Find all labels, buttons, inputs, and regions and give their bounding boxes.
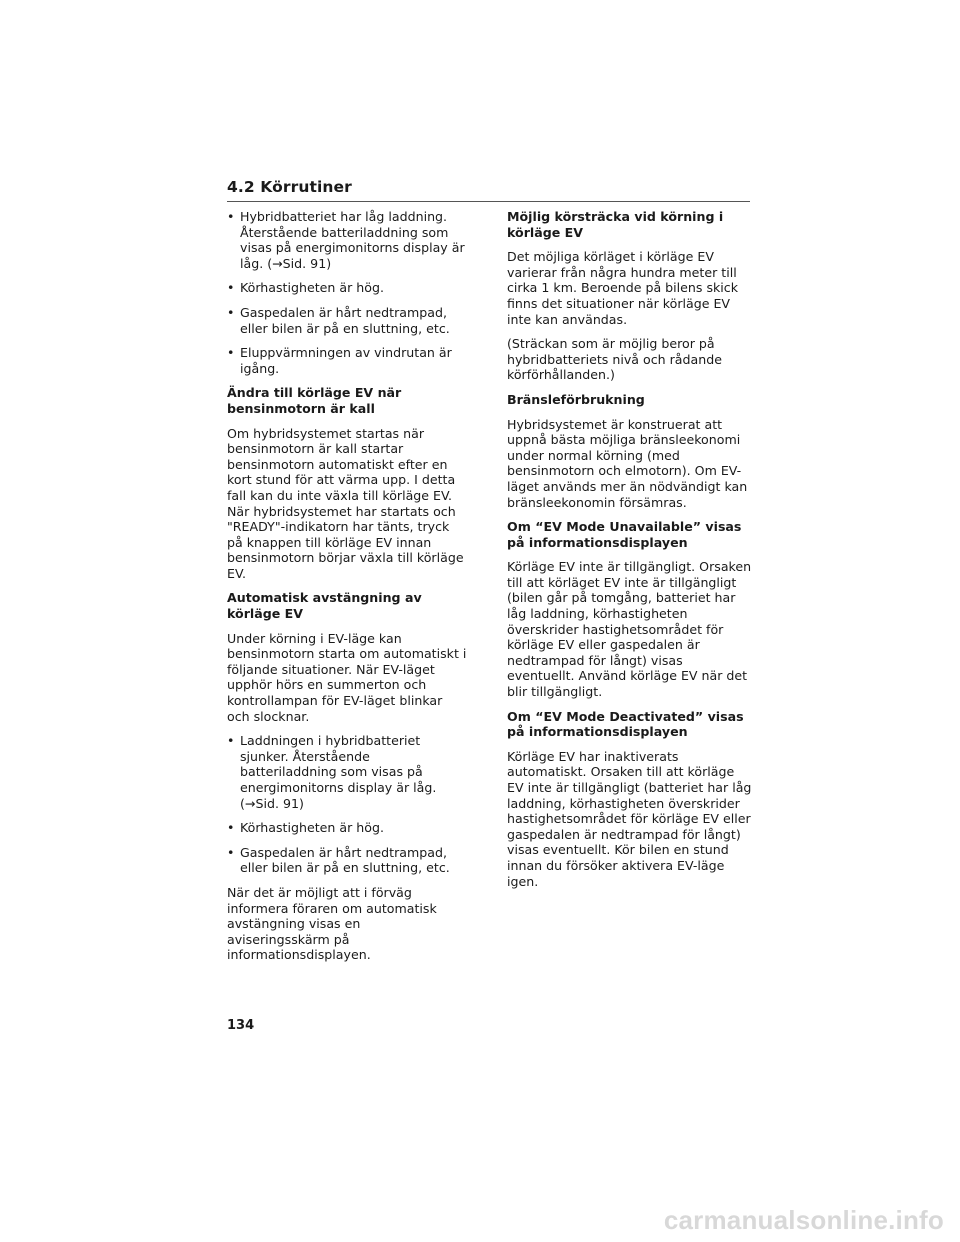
paragraph-fuel-consumption: Hybridsystemet är konstruerat att uppnå bästa möjliga bränsleekonomi under normal körning (med bensinmotorn och elmotorn). Om EV-läget används mer än nödvändigt kan bränsleekonomin försämras. [507,416,748,510]
paragraph-ev-range: Det möjliga körläget i körläge EV varierar från några hundra meter till cirka 1 km. Beroende på bilens skick finns det situationer när körläge EV inte kan användas. [507,249,739,327]
watermark: carmanualsonline.info [663,1205,944,1235]
page-number: 134 [227,1018,255,1033]
list-item: • Hybridbatteriet har låg laddning. Återstående batteriladdning som visas på energimonitorns display är låg. (→Sid. 91) [227,209,467,271]
list-item: • Gaspedalen är hårt nedtrampad, eller bilen är på en sluttning, etc. [227,845,467,876]
paragraph-auto-cancel: Under körning i EV-läge kan bensinmotorn starta om automatiskt i följande situationer. När EV-läget upphör hörs en summerton och kontrollampan för EV-läget blinkar och slocknar. [227,630,467,724]
list-item: • Körhastigheten är hög. [227,820,467,836]
heading-ev-range: Möjlig körsträcka vid körning i körläge EV [507,209,724,240]
list-item: • Gaspedalen är hårt nedtrampad, eller bilen är på en sluttning, etc. [227,305,467,336]
heading-fuel-consumption: Bränsleförbrukning [507,391,645,407]
paragraph-ev-deactivated: Körläge EV har inaktiverats automatiskt. Orsaken till att körläge EV inte är tillgängligt (batteriet har låg laddning, körhastigheten överskrider hastighetsområdet för körläge EV eller gaspedalen är nedtrampad för långt) visas eventuellt. Kör bilen en stund innan du försöker aktivera EV-läge igen. [507,748,752,889]
left-column [227,209,467,972]
right-column [507,209,752,898]
heading-ev-unavailable: Om “EV Mode Unavailable” visas på informationsdisplayen [507,519,742,550]
list-item: • Körhastigheten är hög. [227,280,467,296]
heading-ev-deactivated: Om “EV Mode Deactivated” visas på informationsdisplayen [507,708,744,740]
paragraph-notification: När det är möjligt att i förväg informera föraren om automatisk avstängning visas en aviseringsskärm på informationsdisplayen. [227,884,437,963]
heading-auto-cancel: Automatisk avstängning av körläge EV [227,590,422,622]
section-title: 4.2 Körrutiner [227,178,750,202]
paragraph-ev-unavailable: Körläge EV inte är tillgängligt. Orsaken till att körläget EV inte är tillgängligt (bilen går på tomgång, batteriet har låg laddning, körhastigheten överskrider hastighetsområdet för körläge EV eller gaspedalen är nedtrampad för långt) visas eventuellt. Använd körläge EV när det blir tillgängligt. [507,559,752,700]
heading-cold-engine: Ändra till körläge EV när bensinmotorn är kall [227,385,402,416]
list-item: • Laddningen i hybridbatteriet sjunker. Återstående batteriladdning som visas på energimonitorns display är låg. (→Sid. 91) [227,733,467,811]
list-item: • Eluppvärmningen av vindrutan är igång. [227,345,467,376]
paragraph-cold-engine: Om hybridsystemet startas när bensinmotorn är kall startar bensinmotorn automatiskt efter en kort stund för att värma upp. I detta fall kan du inte växla till körläge EV. När hybridsystemet har startats och "READY"-indikatorn har tänts, tryck på knappen till körläge EV innan bensinmotorn börjar växla till körläge EV. [227,425,464,581]
conditions-list-1 [227,209,467,376]
conditions-list-2 [227,733,467,876]
paragraph-ev-range-note: (Sträckan som är möjlig beror på hybridbatteriets nivå och rådande körförhållanden.) [507,336,722,383]
